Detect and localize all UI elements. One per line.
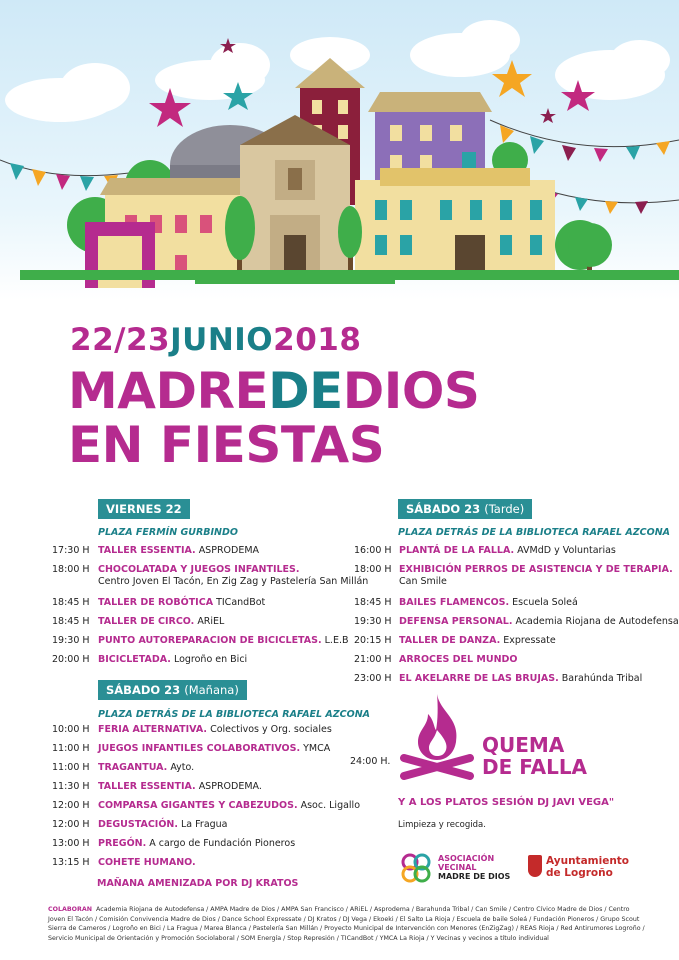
event-body (399, 616, 679, 628)
event-organizer: Expressate (503, 635, 556, 646)
event-body (399, 545, 616, 557)
event-name: CHOCOLATADA Y JUEGOS INFANTILES. (98, 564, 300, 575)
event-time: 21:00 H (354, 654, 392, 665)
event-body (98, 564, 368, 588)
event-time: 19:30 H (354, 616, 392, 627)
asociacion-line2: VECINAL (438, 863, 477, 872)
event-time: 18:45 H (354, 597, 392, 608)
bonfire-icon (398, 690, 476, 782)
event-organizer: La Fragua (181, 819, 228, 830)
sat-afternoon-day-text: SÁBADO 23 (406, 502, 481, 516)
event-name: TALLER ESSENTIA. (98, 781, 196, 792)
event-name: JUEGOS INFANTILES COLABORATIVOS. (98, 743, 301, 754)
event-name: COMPARSA GIGANTES Y CABEZUDOS. (98, 800, 298, 811)
friday-place: PLAZA FERMÍN GURBINDO (98, 527, 238, 538)
event-time: 10:00 H (52, 724, 90, 735)
ayuntamiento-text (546, 855, 629, 879)
event-organizer: TICandBot (216, 597, 266, 608)
event-time: 23:00 H (354, 673, 392, 684)
ayuntamiento-logo (528, 853, 638, 889)
ayuntamiento-line1: Ayuntamiento (546, 855, 630, 867)
event-body (98, 819, 228, 831)
event-body (399, 635, 556, 647)
quema-time: 24:00 H. (350, 756, 391, 767)
event-time: 18:45 H (52, 597, 90, 608)
event-body (399, 597, 578, 609)
event-row (52, 654, 352, 678)
asociacion-text (438, 854, 494, 872)
event-organizer: Barahúnda Tribal (561, 673, 643, 684)
saturday-morning-place: PLAZA DETRÁS DE LA BIBLIOTECA RAFAEL AZCONA (98, 709, 370, 720)
event-organizer: A cargo de Fundación Pioneros (149, 838, 296, 849)
dates-month: JUNIO (170, 322, 274, 358)
event-time: 20:15 H (354, 635, 392, 646)
quema-title (482, 734, 587, 778)
event-time: 13:15 H (52, 857, 90, 868)
event-name: DEGUSTACIÓN. (98, 819, 178, 830)
title-dios: DIOS (342, 362, 480, 420)
event-organizer: Centro Joven El Tacón, En Zig Zag y Pastelería San Millán (98, 576, 369, 587)
event-name: TALLER DE ROBÓTICA (98, 597, 214, 608)
sat-afternoon-day-sub: (Tarde) (484, 502, 525, 516)
event-organizer: Can Smile (399, 576, 447, 587)
event-body (98, 616, 224, 628)
sat-morning-day-text: SÁBADO 23 (106, 683, 181, 697)
asociacion-line3: MADRE DE DIOS (438, 872, 511, 881)
event-body (399, 673, 642, 685)
event-organizer: Asoc. Ligallo (300, 800, 361, 811)
friday-day-label (98, 499, 190, 519)
event-organizer: AVMdD y Voluntarias (517, 545, 616, 556)
event-time: 19:30 H (52, 635, 90, 646)
event-time: 12:00 H (52, 800, 90, 811)
event-name: TALLER DE DANZA. (399, 635, 501, 646)
saturday-afternoon-day-label (398, 499, 532, 519)
event-organizer: Logroño en Bici (173, 654, 248, 665)
event-name: BAILES FLAMENCOS. (399, 597, 510, 608)
event-organizer: Escuela Soleá (512, 597, 578, 608)
event-name: BICICLETADA. (98, 654, 171, 665)
event-organizer: YMCA (303, 743, 331, 754)
asociacion-logo-icon (400, 852, 432, 884)
event-name: PLANTÁ DE LA FALLA. (399, 545, 515, 556)
event-time: 20:00 H (52, 654, 90, 665)
event-body (98, 724, 332, 736)
event-body (98, 597, 265, 609)
title-madre: MADRE (68, 362, 269, 420)
event-organizer: Ayto. (170, 762, 195, 773)
hero-illustration (0, 0, 679, 300)
event-body (98, 857, 196, 869)
event-body (98, 781, 262, 793)
asociacion-line1: ASOCIACIÓN (438, 854, 495, 863)
colaboran-label: COLABORAN (48, 906, 93, 913)
event-time: 11:00 H (52, 762, 90, 773)
quema-title-line2: DE FALLA (482, 755, 588, 779)
event-time: 18:00 H (52, 564, 90, 575)
event-name: ARROCES DEL MUNDO (399, 654, 518, 665)
event-organizer: ASPRODEMA (198, 545, 260, 556)
quema-de-falla (350, 690, 650, 790)
event-time: 16:00 H (354, 545, 392, 556)
event-organizer: L.E.B (324, 635, 349, 646)
event-body (399, 564, 673, 588)
quema-title-line1: QUEMA (482, 733, 565, 757)
event-time: 11:00 H (52, 743, 90, 754)
event-body (98, 743, 330, 755)
asociacion-vecinal-logo (400, 850, 515, 890)
colaboran-text: Academia Riojana de Autodefensa / AMPA Madre de Dios / AMPA San Francisco / ARiEL / Asprodema / Barahunda Tribal / Can Smile / Centro Cívico Madre de Dios / Centro Joven El Tacón / Comisión Convivencia Madre de Dios / Dance School Expressate / DJ Kratos / DJ Vega / Ekoeki / El Salto La Rioja / Escuela de baile Soleá / Fundación Pioneros / Grupo Scout Sierra de Cameros / Logroño en Bici / La Fragua / Marea Blanca / Pastelería San Millán / Proyecto Municipal de Intervención con Menores (EnZigZag) / REAS Rioja / Red Antirumores Logroño / Servicio Municipal de Orientación y Promoción Sociolaboral / SOM Energía / Stop Represión / TICandBot / YMCA La Rioja / Y Vecinas y vecinos a título individual (48, 906, 645, 942)
event-name: TRAGANTUA. (98, 762, 168, 773)
event-organizer: Academia Riojana de Autodefensa (515, 616, 679, 627)
event-body (98, 545, 259, 557)
colaboran-footer (48, 905, 648, 943)
event-time: 12:00 H (52, 819, 90, 830)
event-organizer: ASPRODEMA. (198, 781, 262, 792)
event-time: 11:30 H (52, 781, 90, 792)
event-name: TALLER ESSENTIA. (98, 545, 196, 556)
event-organizer: ARiEL (197, 616, 225, 627)
event-name: PREGÓN. (98, 838, 147, 849)
sat-morning-day-sub: (Mañana) (184, 683, 239, 697)
event-body (98, 654, 247, 666)
event-row (354, 564, 673, 588)
dj-javi-vega-note: Y A LOS PLATOS SESIÓN DJ JAVI VEGA" (398, 797, 615, 808)
ayuntamiento-line2: de Logroño (546, 867, 613, 879)
event-name: EL AKELARRE DE LAS BRUJAS. (399, 673, 559, 684)
dates-year: 2018 (273, 322, 362, 358)
event-time: 18:45 H (52, 616, 90, 627)
dj-kratos-note: MAÑANA AMENIZADA POR DJ KRATOS (97, 878, 299, 889)
event-time: 13:00 H (52, 838, 90, 849)
event-title-line2: EN FIESTAS (68, 416, 385, 474)
event-body (98, 800, 360, 812)
neighborhood-illustration (0, 0, 679, 300)
friday-day-text: VIERNES 22 (106, 502, 182, 516)
shield-icon (528, 855, 542, 877)
event-time: 18:00 H (354, 564, 392, 575)
event-body (98, 762, 194, 774)
title-de: DE (268, 362, 343, 420)
event-name: EXHIBICIÓN PERROS DE ASISTENCIA Y DE TERAPIA. (399, 564, 673, 575)
event-body (98, 838, 295, 850)
event-name: DEFENSA PERSONAL. (399, 616, 513, 627)
event-name: PUNTO AUTOREPARACION DE BICICLETAS. (98, 635, 322, 646)
event-row (52, 564, 369, 588)
event-title-line1 (68, 362, 480, 420)
event-body (399, 654, 518, 666)
event-organizer: Colectivos y Org. sociales (210, 724, 332, 735)
saturday-afternoon-place: PLAZA DETRÁS DE LA BIBLIOTECA RAFAEL AZCONA (398, 527, 670, 538)
saturday-morning-day-label (98, 680, 247, 700)
dates-days: 22/23 (70, 322, 171, 358)
event-body (98, 635, 349, 647)
event-name: FERIA ALTERNATIVA. (98, 724, 208, 735)
event-dates (70, 322, 361, 358)
cleanup-note: Limpieza y recogida. (398, 820, 486, 830)
event-name: TALLER DE CIRCO. (98, 616, 195, 627)
event-time: 17:30 H (52, 545, 90, 556)
event-name: COHETE HUMANO. (98, 857, 196, 868)
